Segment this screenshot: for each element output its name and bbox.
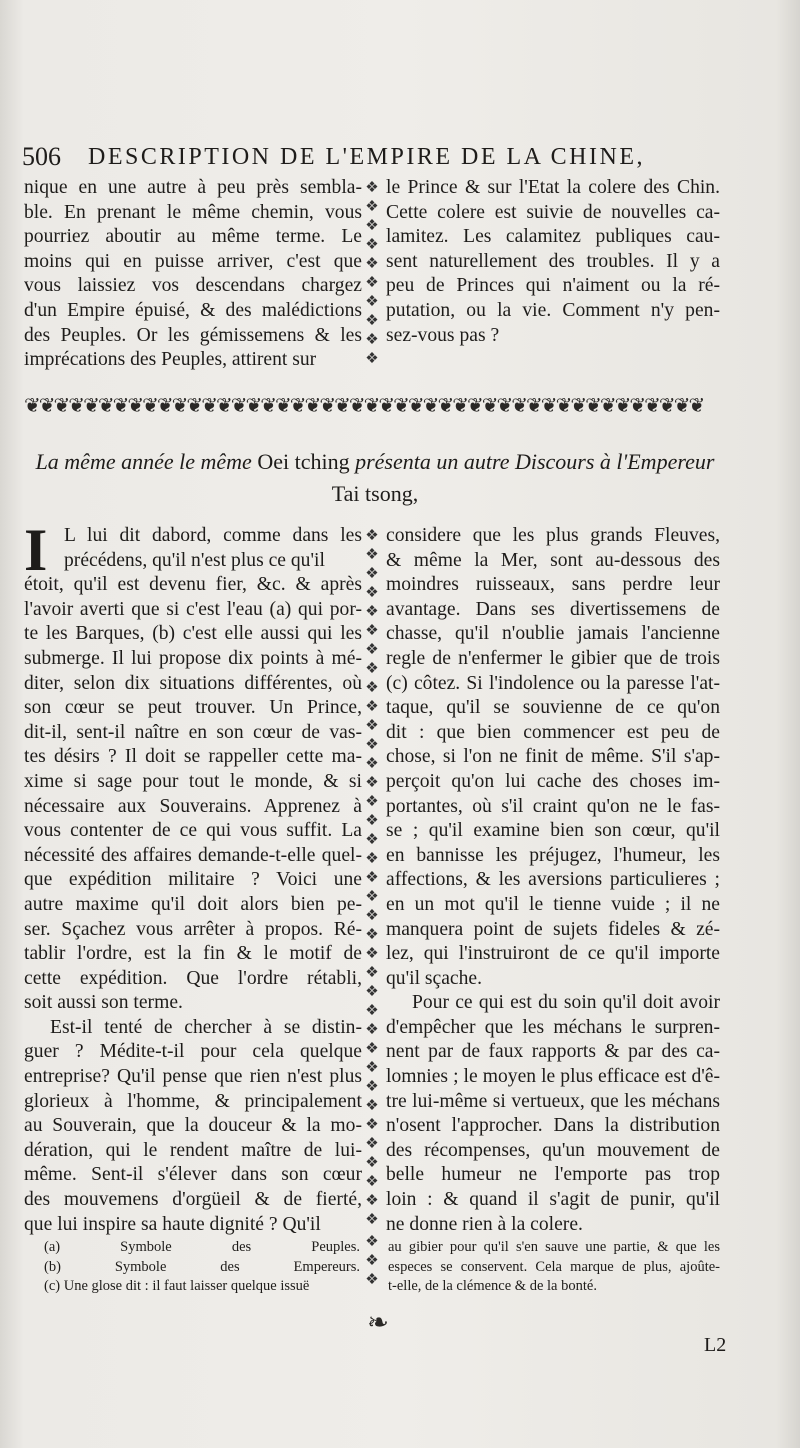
rule-ornament: ❖ bbox=[365, 349, 379, 367]
text-line: entreprise? Qu'il pense que rien n'est plus bbox=[24, 1066, 362, 1088]
footnotes-right bbox=[388, 1238, 720, 1297]
rule-ornament: ❖ bbox=[365, 1251, 379, 1269]
band-ornament: ❦ bbox=[481, 393, 497, 417]
band-ornament: ❦ bbox=[83, 393, 98, 417]
text-line: chasse, qu'il n'oublie jamais l'ancienne bbox=[386, 623, 720, 645]
rule-ornament: ❖ bbox=[365, 925, 379, 943]
text-line: imprécations des Peuples, attirent sur bbox=[24, 349, 317, 371]
band-ornament: ❦ bbox=[466, 393, 482, 417]
text-line: sent naturellement des troubles. Il y a bbox=[386, 250, 720, 272]
text-line: précédens, qu'il n'est plus ce qu'il bbox=[64, 549, 325, 571]
text-line: tablir l'ordre, est la fin & le motif de bbox=[24, 943, 362, 965]
text-line: peu de Princes qui n'aiment ou la ré- bbox=[386, 275, 720, 297]
band-ornament: ❦ bbox=[363, 393, 379, 417]
rule-ornament: ❖ bbox=[365, 944, 379, 962]
band-ornament: ❦ bbox=[348, 393, 364, 417]
text-line: en un mot qu'il le tienne vuide ; il ne bbox=[386, 893, 720, 915]
band-ornament: ❦ bbox=[599, 393, 615, 417]
band-ornament: ❦ bbox=[171, 393, 187, 417]
text-line: moins qui en puisse arriver, c'est que bbox=[24, 250, 362, 272]
band-ornament: ❦ bbox=[142, 393, 157, 417]
text-line: l'avoir averti que si c'est l'eau (a) qui por- bbox=[24, 598, 362, 620]
page-number: 506 bbox=[22, 142, 61, 171]
text-line: chose, si l'on ne finit de même. S'il s'ap- bbox=[386, 746, 720, 768]
band-ornament: ❦ bbox=[658, 393, 674, 417]
text-line: son cœur se peut trouver. Un Prince, bbox=[24, 697, 362, 719]
band-ornament: ❦ bbox=[53, 393, 69, 417]
text-line: & même la Mer, sont au-dessous des bbox=[386, 549, 720, 571]
text-line: d'empêcher que les méchans le surpren- bbox=[386, 1016, 720, 1038]
text-line: pourriez aboutir au même terme. Le bbox=[24, 226, 362, 248]
band-ornament: ❦ bbox=[673, 393, 689, 417]
band-ornament: ❦ bbox=[289, 393, 305, 417]
text-line: glorieux à l'homme, & principalement bbox=[24, 1090, 362, 1112]
text-line: submerge. Il lui propose dix points à mé- bbox=[24, 647, 362, 669]
text-line: taque, qu'il se souvienne de ce qu'on bbox=[386, 697, 720, 719]
section-title bbox=[30, 446, 720, 510]
text-line: loin : & quand il s'agit de punir, qu'il bbox=[386, 1189, 720, 1211]
rule-ornament: ❖ bbox=[365, 811, 379, 829]
running-title: DESCRIPTION DE L'EMPIRE DE LA CHINE, bbox=[88, 144, 645, 170]
band-ornament: ❦ bbox=[275, 393, 290, 417]
text-line: xime si sage pour tout le monde, & si bbox=[24, 770, 362, 792]
rule-ornament: ❖ bbox=[365, 773, 379, 791]
band-ornament: ❦ bbox=[97, 393, 113, 417]
rule-ornament: ❖ bbox=[365, 640, 379, 658]
rule-ornament: ❖ bbox=[365, 602, 379, 620]
footnotes-left bbox=[44, 1238, 360, 1297]
band-ornament: ❦ bbox=[156, 393, 172, 417]
column-rule-top bbox=[364, 178, 380, 368]
section-title-line2: Tai tsong, bbox=[331, 481, 419, 506]
text-line: des mouvemens d'orgüeil & de fierté, bbox=[24, 1189, 362, 1211]
top-column-right bbox=[386, 176, 720, 348]
band-ornament: ❦ bbox=[688, 393, 704, 417]
text-line: nécessaire aux Souverains. Apprenez à bbox=[24, 795, 362, 817]
text-line: autre maxime qu'il doit alors bien pe- bbox=[24, 893, 362, 915]
text-line: se ; qu'il examine bien son cœur, qu'il bbox=[386, 820, 720, 842]
text-line: sez-vous pas ? bbox=[386, 324, 500, 346]
rule-ornament: ❖ bbox=[365, 849, 379, 867]
body-column-right bbox=[386, 524, 720, 1237]
rule-ornament: ❖ bbox=[365, 545, 379, 563]
rule-ornament: ❖ bbox=[365, 178, 379, 196]
text-line: des Peuples. Or les gémissemens & les bbox=[24, 324, 362, 346]
drop-cap: I bbox=[24, 517, 48, 583]
rule-ornament: ❖ bbox=[365, 716, 379, 734]
band-ornament: ❦ bbox=[334, 393, 349, 417]
rule-ornament: ❖ bbox=[365, 1270, 379, 1286]
text-line: lamitez. Les calamitez publiques cau- bbox=[386, 226, 720, 248]
text-line: regle de n'enfermer le gibier que de trois bbox=[386, 647, 720, 669]
rule-ornament: ❖ bbox=[365, 982, 379, 1000]
text-line: Cette colere est suivie de nouvelles ca- bbox=[386, 201, 720, 223]
rule-ornament: ❖ bbox=[365, 678, 379, 696]
rule-ornament: ❖ bbox=[365, 235, 379, 253]
text-line: ne donne rien à la colere. bbox=[386, 1213, 583, 1235]
text-line: au Souverain, que la douceur & la mo- bbox=[24, 1115, 362, 1137]
text-line: portantes, où s'il craint qu'on ne le fas- bbox=[386, 795, 720, 817]
band-ornament: ❦ bbox=[215, 393, 231, 417]
band-ornament: ❦ bbox=[112, 393, 128, 417]
rule-ornament: ❖ bbox=[365, 906, 379, 924]
text-line: vous laissiez vos descendans chargez bbox=[24, 275, 362, 297]
rule-ornament: ❖ bbox=[365, 1115, 379, 1133]
page-header bbox=[22, 142, 722, 178]
rule-ornament: ❖ bbox=[365, 697, 379, 715]
footnote-line: au gibier pour qu'il s'en sauve une partie, & que les bbox=[388, 1239, 720, 1255]
rule-ornament: ❖ bbox=[365, 887, 379, 905]
band-ornament: ❦ bbox=[540, 393, 556, 417]
rule-ornament: ❖ bbox=[365, 330, 379, 348]
text-line: d'un Empire épuisé, & des malédictions bbox=[24, 299, 362, 321]
band-ornament: ❦ bbox=[644, 393, 659, 417]
rule-ornament: ❖ bbox=[365, 1191, 379, 1209]
band-ornament: ❦ bbox=[437, 393, 453, 417]
rule-ornament: ❖ bbox=[365, 1077, 379, 1095]
band-ornament: ❦ bbox=[304, 393, 320, 417]
rule-ornament: ❖ bbox=[365, 311, 379, 329]
text-line: Est-il tenté de chercher à se distin- bbox=[50, 1016, 362, 1038]
text-line: en bannisse les préjugez, l'humeur, les bbox=[386, 844, 720, 866]
band-ornament: ❦ bbox=[24, 393, 39, 417]
rule-ornament: ❖ bbox=[365, 1172, 379, 1190]
text-line: nique en une autre à peu près sembla- bbox=[24, 177, 362, 198]
text-line: des récompenses, qu'un mouvement de bbox=[386, 1139, 720, 1161]
band-ornament: ❦ bbox=[555, 393, 571, 417]
rule-ornament: ❖ bbox=[365, 754, 379, 772]
text-line: dit : que bien commencer est peu de bbox=[386, 721, 720, 743]
text-line: le Prince & sur l'Etat la colere des Chin. bbox=[386, 177, 720, 198]
text-line: (c) côtez. Si l'indolence ou la paresse l'at- bbox=[386, 672, 720, 694]
footnote-line: (a) Symbole des Peuples. bbox=[44, 1239, 360, 1255]
text-line: même. Sent-il s'élever dans son cœur bbox=[24, 1164, 362, 1186]
rule-ornament: ❖ bbox=[365, 583, 379, 601]
footnote-line: especes se conservent. Cela marque de plus, ajoûte- bbox=[388, 1258, 720, 1275]
rule-ornament: ❖ bbox=[365, 1058, 379, 1076]
column-rule-notes bbox=[364, 1232, 380, 1286]
text-line: manquera point de sujets fideles & zé- bbox=[386, 918, 720, 940]
text-line: n'osent l'approcher. Dans la distribution bbox=[386, 1115, 720, 1137]
text-line: cette expédition. Que l'ordre rétabli, bbox=[24, 967, 362, 989]
rule-ornament: ❖ bbox=[365, 963, 379, 981]
band-ornament: ❦ bbox=[585, 393, 600, 417]
text-line: lez, qui l'instruiront de ce qu'il importe bbox=[386, 943, 720, 965]
band-ornament: ❦ bbox=[38, 393, 54, 417]
band-ornament: ❦ bbox=[245, 393, 261, 417]
text-line: avantage. Dans ses divertissemens de bbox=[386, 598, 720, 620]
band-ornament: ❦ bbox=[422, 393, 438, 417]
rule-ornament: ❖ bbox=[365, 526, 379, 544]
rule-ornament: ❖ bbox=[365, 273, 379, 291]
text-line: qu'il sçache. bbox=[386, 967, 483, 989]
rule-ornament: ❖ bbox=[365, 735, 379, 753]
text-line: lomnies ; le moyen le plus efficace est d'ê- bbox=[386, 1066, 720, 1088]
column-rule-body bbox=[364, 526, 380, 1226]
ornamental-band bbox=[24, 393, 720, 425]
band-ornament: ❦ bbox=[511, 393, 527, 417]
band-ornament: ❦ bbox=[201, 393, 216, 417]
rule-ornament: ❖ bbox=[365, 792, 379, 810]
signature-mark: L2 bbox=[704, 1334, 727, 1356]
band-ornament: ❦ bbox=[68, 393, 84, 417]
tailpiece-fleuron: ❧ bbox=[367, 1308, 389, 1338]
text-line: Pour ce qui est du soin qu'il doit avoir bbox=[412, 992, 720, 1014]
rule-ornament: ❖ bbox=[365, 1020, 379, 1038]
rule-ornament: ❖ bbox=[365, 621, 379, 639]
band-ornament: ❦ bbox=[260, 393, 276, 417]
rule-ornament: ❖ bbox=[365, 1210, 379, 1226]
rule-ornament: ❖ bbox=[365, 659, 379, 677]
text-line: nécessité des affaires demande-t-elle quel- bbox=[24, 844, 362, 866]
text-line: guer ? Médite-t-il pour cela quelque bbox=[24, 1041, 362, 1063]
rule-ornament: ❖ bbox=[365, 216, 379, 234]
text-line: nent par de faux rapports & par des ca- bbox=[386, 1041, 720, 1063]
rule-ornament: ❖ bbox=[365, 1039, 379, 1057]
band-ornament: ❦ bbox=[629, 393, 645, 417]
text-line: vous contenter de ce qui vous suffit. La bbox=[24, 820, 362, 842]
text-line: que expédition militaire ? Voici une bbox=[24, 869, 362, 891]
body-column-left bbox=[24, 517, 362, 1237]
section-title-italic-2: présenta un autre Discours à l'Empereur bbox=[355, 449, 715, 474]
section-title-name: Oei tching bbox=[257, 449, 350, 474]
band-ornament: ❦ bbox=[407, 393, 423, 417]
section-title-italic-1: La même année le même bbox=[35, 449, 252, 474]
text-line: tes désirs ? Il doit se rappeller cette ma- bbox=[24, 746, 362, 768]
text-line: belle humeur ne l'emporte pas trop bbox=[386, 1164, 720, 1186]
rule-ornament: ❖ bbox=[365, 1153, 379, 1171]
text-line: ble. En prenant le même chemin, vous bbox=[24, 201, 362, 223]
text-line: soit aussi son terme. bbox=[24, 992, 183, 1014]
rule-ornament: ❖ bbox=[365, 292, 379, 310]
top-column-left bbox=[24, 176, 362, 373]
rule-ornament: ❖ bbox=[365, 197, 379, 215]
text-line: putation, ou la vie. Comment n'y pen- bbox=[386, 299, 720, 321]
footnote-line: t-elle, de la clémence & de la bonté. bbox=[388, 1278, 597, 1294]
text-line: que lui inspire sa haute dignité ? Qu'il bbox=[24, 1213, 321, 1235]
band-ornament: ❦ bbox=[319, 393, 335, 417]
footnote-line: (c) Une glose dit : il faut laisser quelque issuë bbox=[44, 1278, 310, 1294]
rule-ornament: ❖ bbox=[365, 254, 379, 272]
band-ornament: ❦ bbox=[127, 393, 143, 417]
text-line: dit-il, sent-il naître en son cœur de vas- bbox=[24, 721, 362, 743]
rule-ornament: ❖ bbox=[365, 1232, 379, 1250]
rule-ornament: ❖ bbox=[365, 868, 379, 886]
text-line: dération, qui le rendent maître de lui- bbox=[24, 1139, 362, 1161]
text-line: ser. Sçachez vous arrêter à propos. Ré- bbox=[24, 918, 362, 940]
rule-ornament: ❖ bbox=[365, 1134, 379, 1152]
band-ornament: ❦ bbox=[186, 393, 202, 417]
text-line: étoit, qu'il est devenu fier, &c. & après bbox=[24, 574, 362, 596]
rule-ornament: ❖ bbox=[365, 1096, 379, 1114]
text-line: affections, & les aversions particulieres ; bbox=[386, 869, 720, 891]
band-ornament: ❦ bbox=[452, 393, 467, 417]
text-line: L lui dit dabord, comme dans les bbox=[64, 525, 362, 546]
rule-ornament: ❖ bbox=[365, 1001, 379, 1019]
text-line: perçoit qu'on lui cache des choses im- bbox=[386, 770, 720, 792]
text-line: considere que les plus grands Fleuves, bbox=[386, 525, 720, 546]
band-ornament: ❦ bbox=[378, 393, 394, 417]
rule-ornament: ❖ bbox=[365, 564, 379, 582]
rule-ornament: ❖ bbox=[365, 830, 379, 848]
text-line: diter, selon dix situations différentes, où bbox=[24, 672, 362, 694]
band-ornament: ❦ bbox=[614, 393, 630, 417]
band-ornament: ❦ bbox=[230, 393, 246, 417]
text-line: moindres ruisseaux, sans perdre leur bbox=[386, 574, 720, 596]
band-ornament: ❦ bbox=[570, 393, 586, 417]
band-ornament: ❦ bbox=[393, 393, 408, 417]
footnote-line: (b) Symbole des Empereurs. bbox=[44, 1258, 360, 1275]
band-ornament: ❦ bbox=[526, 393, 541, 417]
text-line: te les Barques, (b) c'est elle aussi qui les bbox=[24, 623, 362, 645]
band-ornament: ❦ bbox=[496, 393, 512, 417]
text-line: tre lui-même si vertueux, que les méchans bbox=[386, 1090, 720, 1112]
